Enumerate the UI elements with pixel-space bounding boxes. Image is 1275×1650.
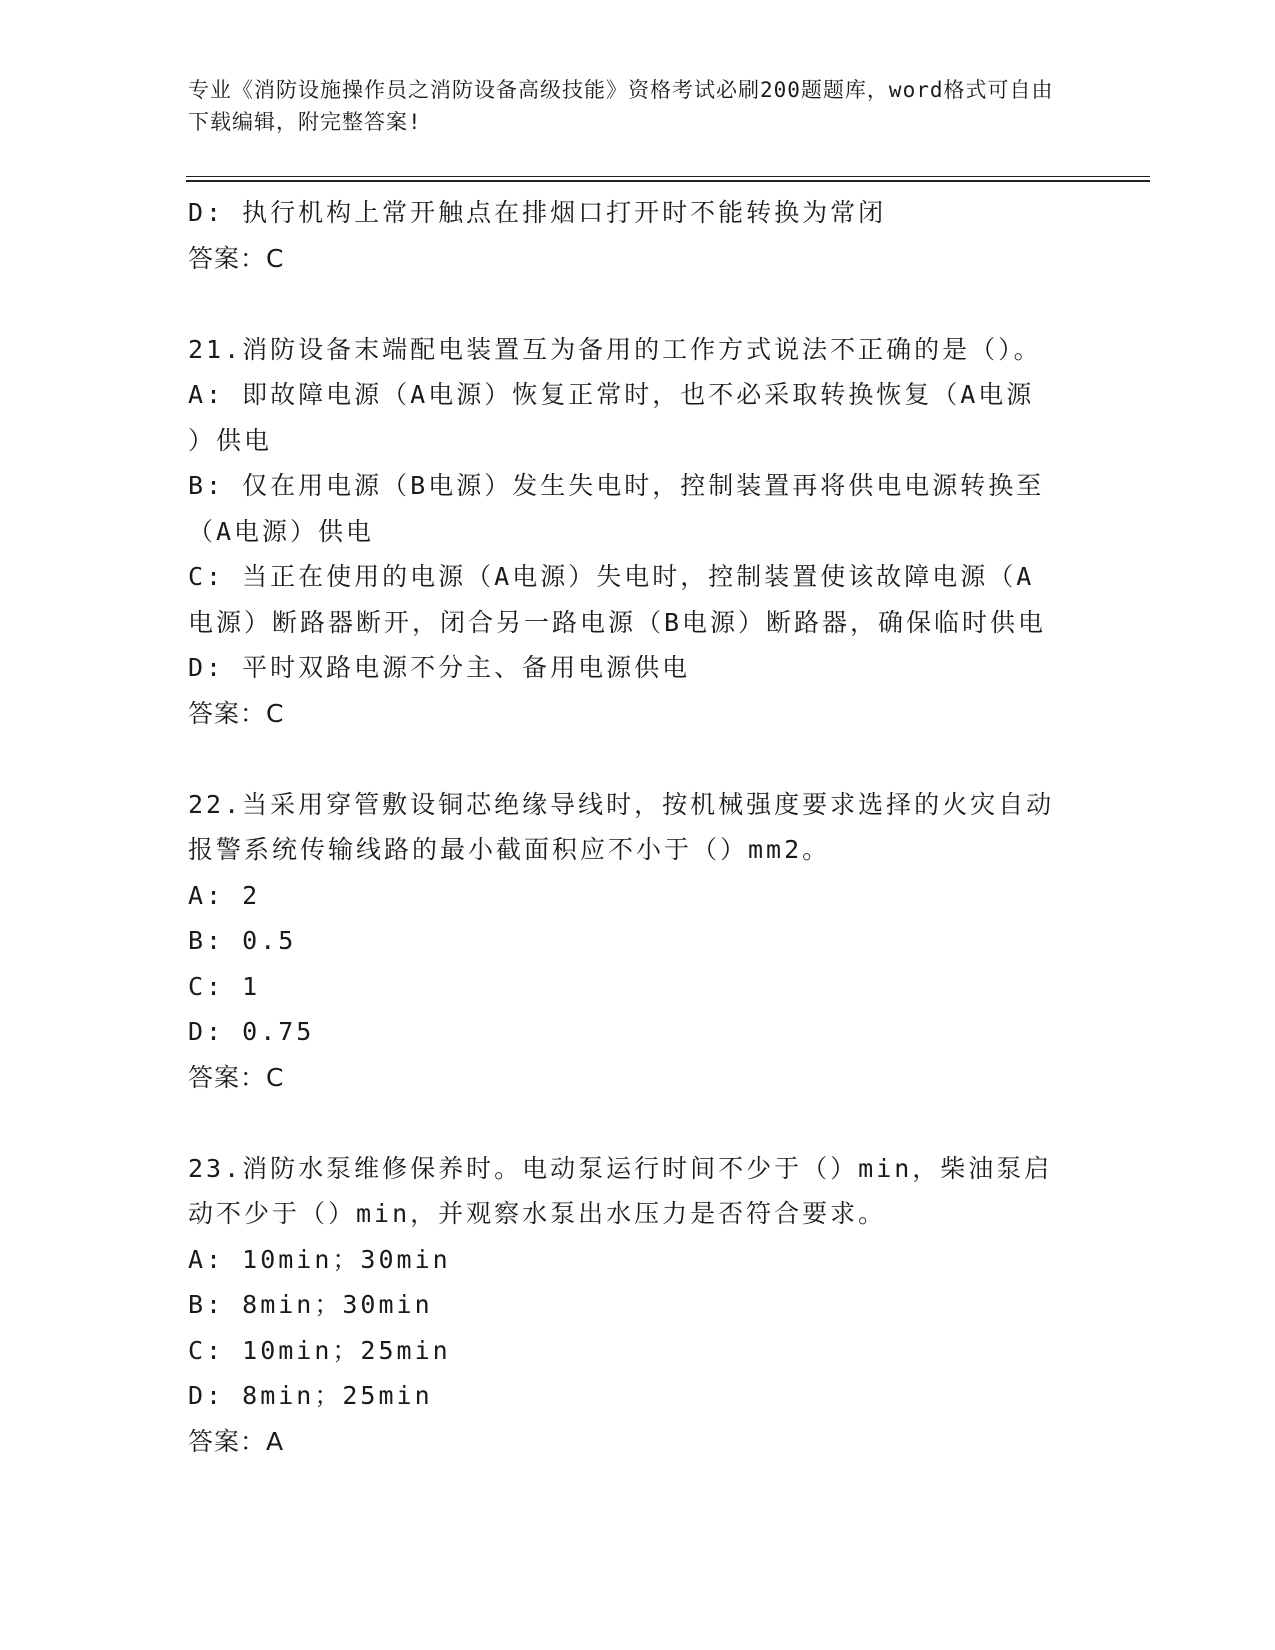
document-header: [188, 74, 1068, 138]
option-d: D: 执行机构上常开触点在排烟口打开时不能转换为常闭: [188, 198, 887, 227]
option-b: B: 0.5: [188, 926, 297, 955]
question-22: [188, 782, 1088, 1101]
option-c: C: 10min；25min: [188, 1335, 451, 1365]
option-c-continued: 电源）断路器断开，闭合另一路电源（B电源）断路器，确保临时供电: [188, 607, 1047, 637]
question-21: [188, 327, 1088, 737]
option-d: D: 0.75: [188, 1017, 315, 1046]
option-d: D: 平时双路电源不分主、备用电源供电: [188, 653, 691, 682]
option-c: C: 1: [188, 971, 261, 1001]
question-stem: 21.消防设备末端配电装置互为备用的工作方式说法不正确的是（）。: [188, 334, 1042, 364]
option-d: D: 8min；25min: [188, 1381, 433, 1410]
answer-line: 答案：C: [188, 1062, 285, 1092]
option-b: B: 8min；30min: [188, 1290, 433, 1319]
question-stem-continued: 报警系统传输线路的最小截面积应不小于（）mm2。: [188, 835, 831, 864]
spacer: [188, 736, 1088, 782]
question-23: [188, 1146, 1088, 1465]
answer-line: 答案：A: [188, 1426, 285, 1456]
option-c: C: 当正在使用的电源（A电源）失电时，控制装置使该故障电源（A: [188, 562, 1035, 591]
question-stem-continued: 动不少于（）min，并观察水泵出水压力是否符合要求。: [188, 1199, 887, 1228]
option-a-continued: ）供电: [188, 425, 273, 455]
answer-line: 答案：C: [188, 698, 285, 728]
spacer: [188, 1100, 1088, 1146]
option-a: A: 2: [188, 880, 261, 910]
header-divider-thick: [186, 180, 1150, 182]
spacer: [188, 281, 1088, 327]
answer-line: 答案：C: [188, 243, 285, 273]
option-a: A: 10min；30min: [188, 1244, 451, 1274]
option-b-continued: （A电源）供电: [188, 516, 375, 546]
question-stem: 23.消防水泵维修保养时。电动泵运行时间不少于（）min，柴油泵启: [188, 1153, 1053, 1183]
header-text: 专业《消防设施操作员之消防设备高级技能》资格考试必刷200题题库，word格式可自由下载编辑，附完整答案!: [188, 78, 1054, 134]
option-b: B: 仅在用电源（B电源）发生失电时，控制装置再将供电电源转换至: [188, 471, 1045, 500]
option-a: A: 即故障电源（A电源）恢复正常时，也不必采取转换恢复（A电源: [188, 380, 1035, 409]
question-stem: 22.当采用穿管敷设铜芯绝缘导线时，按机械强度要求选择的火灾自动: [188, 789, 1055, 819]
question-list: [188, 190, 1088, 1464]
header-divider-thin: [186, 176, 1150, 177]
question-20-tail: [188, 190, 1088, 281]
